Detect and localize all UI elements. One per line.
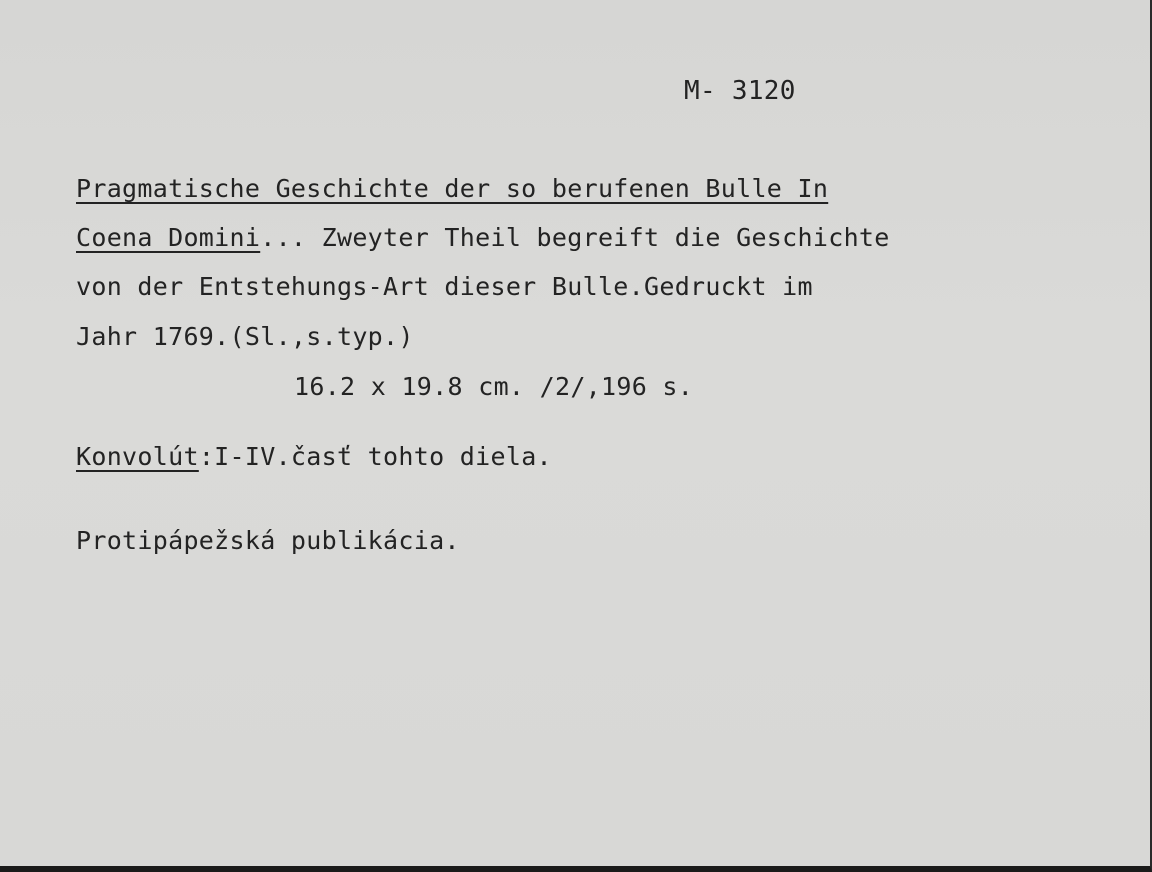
publication-year: Jahr 1769.(Sl.,s.typ.) (76, 322, 414, 351)
note-line (76, 444, 552, 469)
title-line-2-rest: ... Zweyter Theil begreift die Geschichte (260, 223, 890, 252)
title-line-2 (76, 225, 890, 250)
title-underlined-part: Coena Domini (76, 223, 261, 252)
subject-note: Protipápežská publikácia. (76, 526, 460, 555)
imprint-line: von der Entstehungs-Art dieser Bulle.Gedruckt im (76, 272, 813, 301)
physical-description: 16.2 x 19.8 cm. /2/,196 s. (294, 372, 694, 401)
title-line-1: Pragmatische Geschichte der so berufenen Bulle In (76, 174, 829, 203)
note-label: Konvolút (76, 442, 199, 471)
call-number: M- 3120 (684, 76, 796, 106)
note-text: :I-IV.časť tohto diela. (198, 442, 552, 471)
